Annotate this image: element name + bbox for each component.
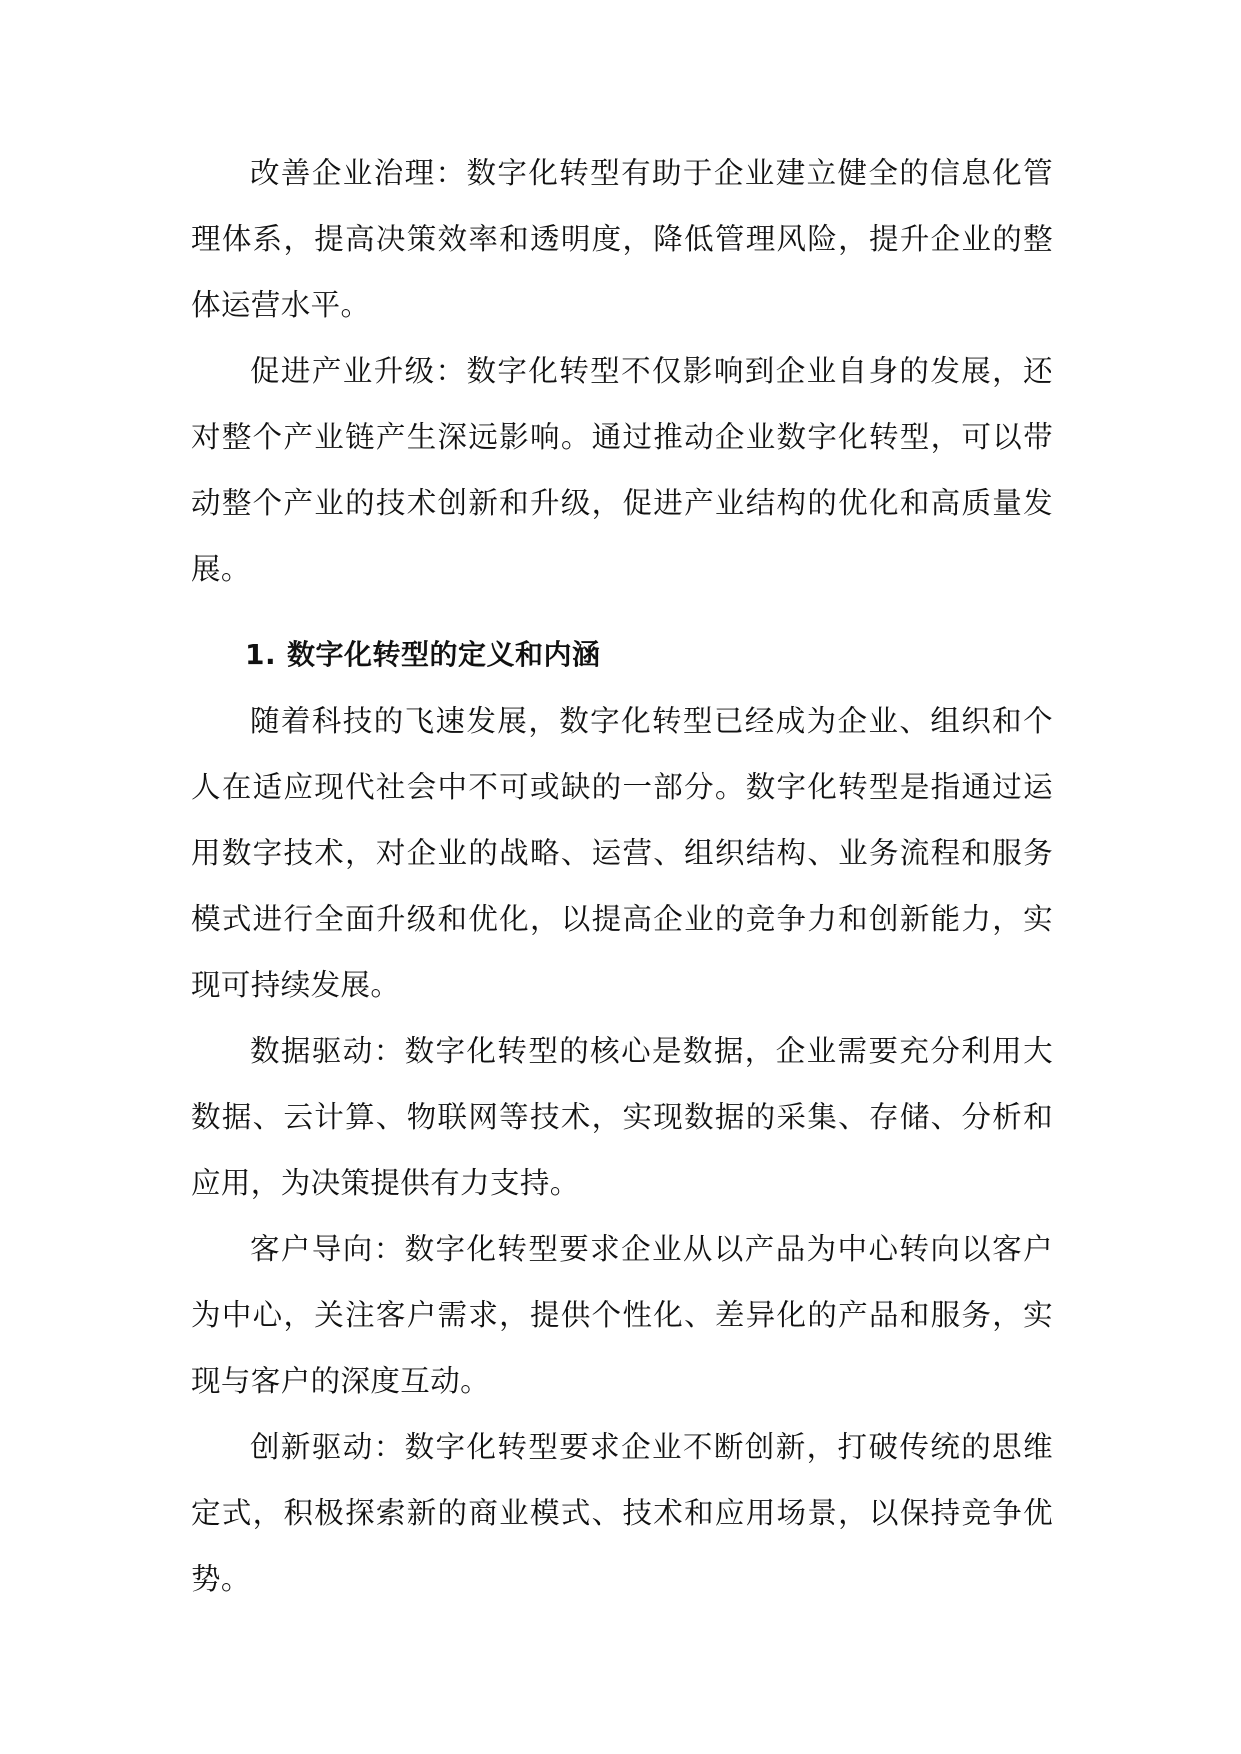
section-number: 1. xyxy=(245,638,277,671)
paragraph-definition: 随着科技的飞速发展，数字化转型已经成为企业、组织和个人在适应现代社会中不可或缺的一部分。数字化转型是指通过运用数字技术，对企业的战略、运营、组织结构、业务流程和服务模式进行全面升级和优化，以提高企业的竞争力和创新能力，实现可持续发展。 xyxy=(191,704,1053,1002)
spacer xyxy=(191,602,1053,622)
paragraph-innovation-driven: 创新驱动：数字化转型要求企业不断创新，打破传统的思维定式，积极探索新的商业模式、技术和应用场景，以保持竞争优势。 xyxy=(191,1430,1053,1596)
paragraph-improve-governance: 改善企业治理：数字化转型有助于企业建立健全的信息化管理体系，提高决策效率和透明度，降低管理风险，提升企业的整体运营水平。 xyxy=(191,156,1053,322)
paragraph-data-driven: 数据驱动：数字化转型的核心是数据，企业需要充分利用大数据、云计算、物联网等技术，实现数据的采集、存储、分析和应用，为决策提供有力支持。 xyxy=(191,1034,1053,1200)
paragraph-customer-oriented: 客户导向：数字化转型要求企业从以产品为中心转向以客户为中心，关注客户需求，提供个性化、差异化的产品和服务，实现与客户的深度互动。 xyxy=(191,1232,1053,1398)
document-body xyxy=(191,140,1053,1612)
paragraph-industry-upgrade: 促进产业升级：数字化转型不仅影响到企业自身的发展，还对整个产业链产生深远影响。通过推动企业数字化转型，可以带动整个产业的技术创新和升级，促进产业结构的优化和高质量发展。 xyxy=(191,354,1053,586)
section-title: 数字化转型的定义和内涵 xyxy=(287,638,601,671)
section-heading xyxy=(191,622,1053,688)
